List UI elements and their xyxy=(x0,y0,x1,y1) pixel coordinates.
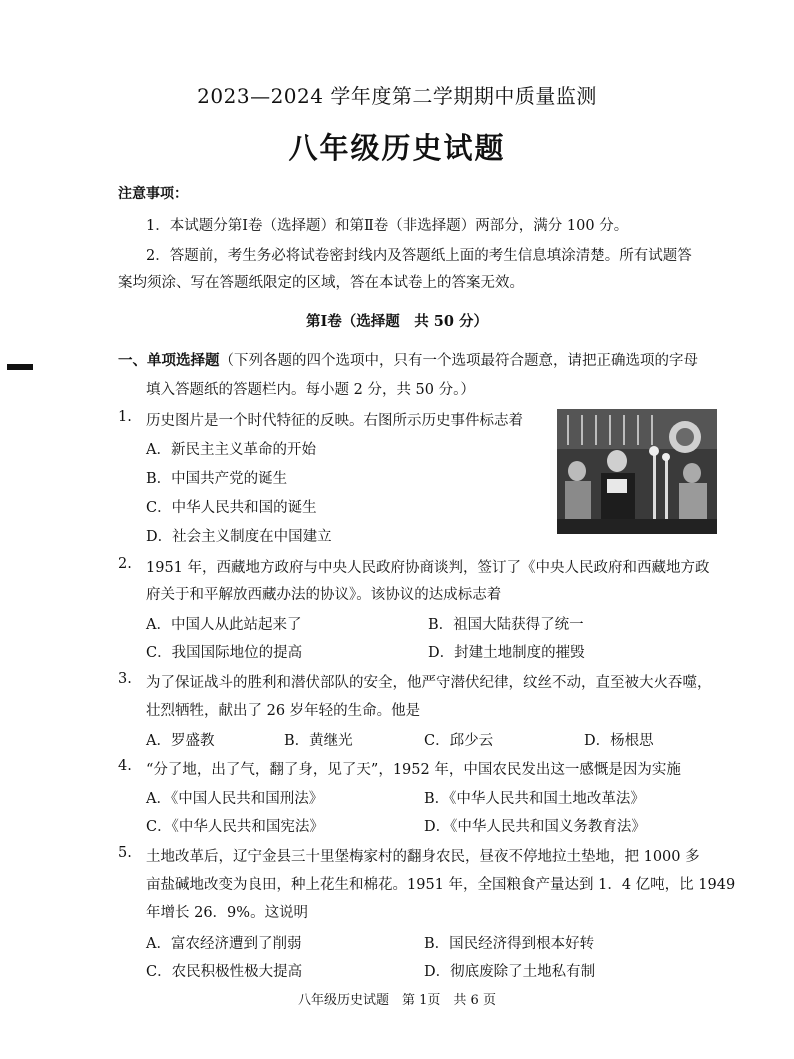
question-4-option-d: D．《中华人民共和国义务教育法》 xyxy=(424,819,646,835)
exam-header-title: 2023—2024 学年度第二学期期中质量监测 xyxy=(197,84,597,108)
question-4-option-a: A．《中国人民共和国刑法》 xyxy=(146,791,324,807)
question-1-option-c: C．中华人民共和国的诞生 xyxy=(146,500,317,516)
page-footer: 八年级历史试题 第 1页 共 6 页 xyxy=(298,993,496,1008)
part-1-label: 一、单项选择题 xyxy=(118,352,220,369)
question-4-option-b: B．《中华人民共和国土地改革法》 xyxy=(424,791,645,807)
question-1-option-d: D．社会主义制度在中国建立 xyxy=(146,529,332,545)
question-2-option-c: C．我国国际地位的提高 xyxy=(146,645,303,661)
question-2-number: 2. xyxy=(118,556,132,572)
question-5-option-b: B．国民经济得到根本好转 xyxy=(424,936,595,952)
historical-photo xyxy=(557,409,717,534)
question-3-option-c: C．邱少云 xyxy=(424,733,494,749)
question-1-stem: 历史图片是一个时代特征的反映。右图所示历史事件标志着 xyxy=(146,413,523,429)
question-5-option-c: C．农民积极性极大提高 xyxy=(146,964,303,980)
question-2-stem-line-1: 1951 年，西藏地方政府与中央人民政府协商谈判，签订了《中央人民政府和西藏地方政 xyxy=(146,560,710,576)
notice-title: 注意事项： xyxy=(118,186,188,202)
question-3-stem-line-2: 壮烈牺牲，献出了 26 岁年轻的生命。他是 xyxy=(146,703,421,719)
part-1-description-line-2: 填入答题纸的答题栏内。每小题 2 分，共 50 分。） xyxy=(146,382,475,398)
question-2-option-d: D．封建土地制度的摧毁 xyxy=(428,645,585,661)
question-3-stem-line-1: 为了保证战斗的胜利和潜伏部队的安全，他严守潜伏纪律，纹丝不动，直至被大火吞噬， xyxy=(146,675,712,691)
question-5-option-a: A．富农经济遭到了削弱 xyxy=(146,936,302,952)
question-1-option-a: A．新民主主义革命的开始 xyxy=(146,442,316,458)
notice-item-2-line-2: 案均须涂、写在答题纸限定的区域，答在本试卷上的答案无效。 xyxy=(118,275,524,291)
question-1-number: 1. xyxy=(118,409,132,425)
question-4-stem: “分了地，出了气，翻了身，见了天”，1952 年，中国农民发出这一感慨是因为实施 xyxy=(146,762,681,778)
question-3-number: 3. xyxy=(118,671,132,687)
notice-item-1: 1．本试题分第Ⅰ卷（选择题）和第Ⅱ卷（非选择题）两部分，满分 100 分。 xyxy=(146,218,629,234)
question-5-number: 5. xyxy=(118,845,132,861)
question-5-option-d: D．彻底废除了土地私有制 xyxy=(424,964,596,980)
part-1-heading xyxy=(118,349,698,370)
historical-photo-illustration xyxy=(557,409,717,534)
question-3-option-b: B．黄继光 xyxy=(284,733,353,749)
question-3-option-d: D．杨根思 xyxy=(584,733,654,749)
question-2-stem-line-2: 府关于和平解放西藏办法的协议》。该协议的达成标志着 xyxy=(146,587,502,603)
notice-item-2-line-1: 2．答题前，考生务必将试卷密封线内及答题纸上面的考生信息填涂清楚。所有试题答 xyxy=(146,248,692,264)
question-2-option-a: A．中国人从此站起来了 xyxy=(146,617,302,633)
part-1-description: （下列各题的四个选项中，只有一个选项最符合题意，请把正确选项的字母 xyxy=(219,353,698,369)
question-4-number: 4. xyxy=(118,758,132,774)
question-5-stem-line-1: 土地改革后，辽宁金县三十里堡梅家村的翻身农民，昼夜不停地拉土垫地，把 1000 多 xyxy=(146,849,700,865)
question-1-option-b: B．中国共产党的诞生 xyxy=(146,471,288,487)
question-3-option-a: A．罗盛教 xyxy=(146,733,215,749)
question-5-stem-line-3: 年增长 26．9%。这说明 xyxy=(146,905,309,921)
question-4-option-c: C．《中华人民共和国宪法》 xyxy=(146,819,324,835)
section-1-title: 第Ⅰ卷（选择题 共 50 分） xyxy=(305,313,489,330)
question-5-stem-line-2: 亩盐碱地改变为良田，种上花生和棉花。1951 年，全国粮食产量达到 1．4 亿吨，比 1949 xyxy=(146,877,736,893)
question-2-option-b: B．祖国大陆获得了统一 xyxy=(428,617,584,633)
exam-subject-title: 八年级历史试题 xyxy=(288,131,506,165)
margin-marker xyxy=(7,364,33,370)
